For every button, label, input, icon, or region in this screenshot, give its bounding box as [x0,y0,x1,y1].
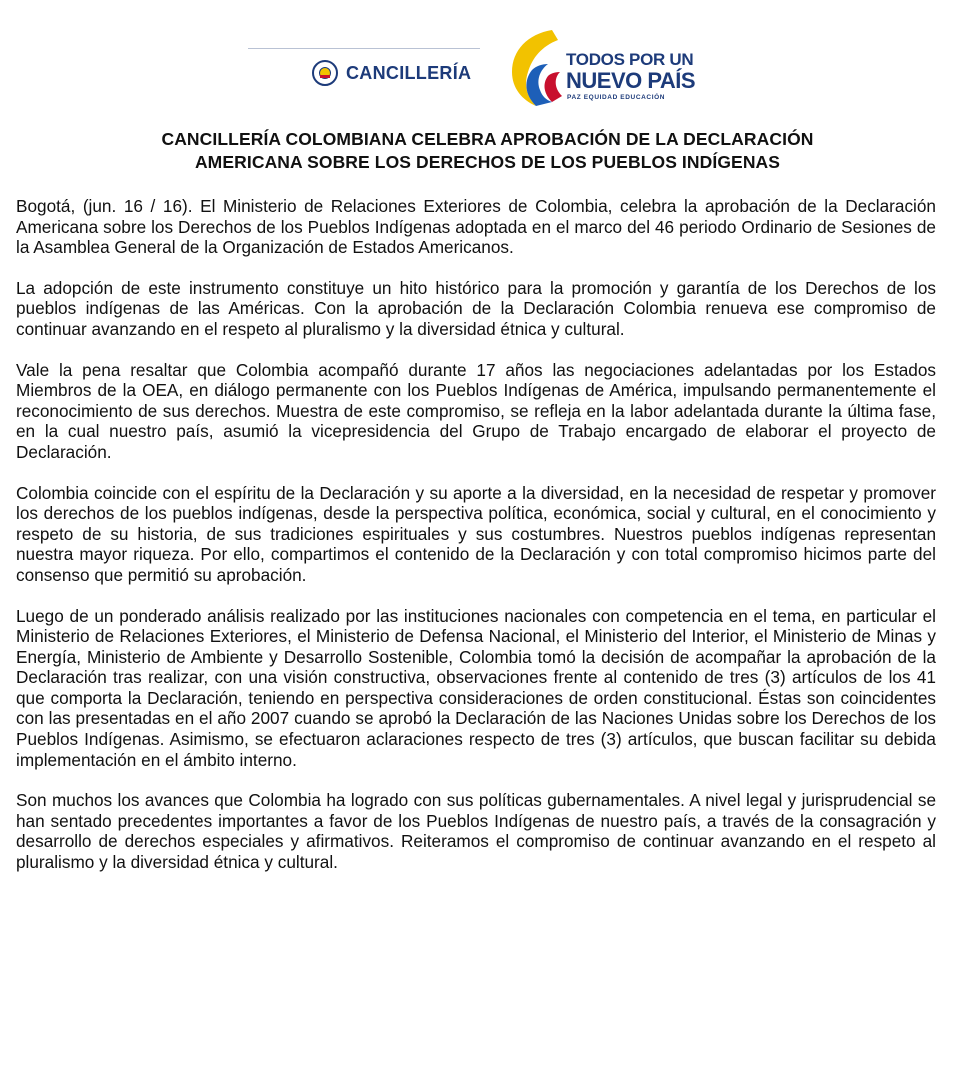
slogan-line-2: NUEVO PAÍS [566,68,696,93]
cancilleria-label: CANCILLERÍA [346,62,472,83]
paragraph-3: Vale la pena resaltar que Colombia acompañó durante 17 años las negociaciones adelantadas por los Estados Miembros de la OEA, en diálogo permanente con los Pueblos Indígenas de América, impulsando permanentemente el reconocimiento de sus derechos. Muestra de este compromiso, se refleja en la labor adelantada durante la última fase, en la cual nuestro país, asumió la vicepresidencia del Grupo de Trabajo encargado de elaborar el proyecto de Declaración. [16,359,936,462]
colombia-coat-of-arms-icon [312,60,338,86]
paragraph-1: Bogotá, (jun. 16 / 16). El Ministerio de Relaciones Exteriores de Colombia, celebra la aprobación de la Declaración Americana sobre los Derechos de los Pueblos Indígenas adoptada en el marco del 46 periodo Ordinario de Sesiones de la Asamblea General de la Organización de Estados Americanos. [16,196,936,258]
title-line-1: CANCILLERÍA COLOMBIANA CELEBRA APROBACIÓN DE LA DECLARACIÓN [161,129,814,149]
slogan-line-1: TODOS POR UN [566,50,694,69]
slogan-line-3: PAZ EQUIDAD EDUCACIÓN [567,94,666,101]
cancilleria-logo [312,60,471,86]
letterhead [248,28,718,110]
press-release-title [40,128,935,174]
title-line-2: AMERICANA SOBRE LOS DERECHOS DE LOS PUEBLOS INDÍGENAS [194,152,781,172]
paragraph-5: Luego de un ponderado análisis realizado por las instituciones nacionales con competencia en el tema, en particular el Ministerio de Relaciones Exteriores, el Ministerio de Defensa Nacional, el Ministerio del Interior, el Ministerio de Minas y Energía, Ministerio de Ambiente y Desarrollo Sostenible, Colombia tomó la decisión de acompañar la aprobación de la Declaración tras realizar, con una visión constructiva, observaciones frente al contenido de tres (3) artículos de los 41 que comporta la Declaración, teniendo en perspectiva consideraciones de orden constitucional. Éstas son coincidentes con las presentadas en el año 2007 cuando se aprobó la Declaración de las Naciones Unidas sobre los Derechos de los Pueblos Indígenas. Asimismo, se efectuaron aclaraciones respecto de tres (3) artículos, que buscan facilitar su debida implementación en el ámbito interno. [16,605,936,770]
header-divider [248,48,480,49]
article-body [16,196,936,893]
paragraph-4: Colombia coincide con el espíritu de la Declaración y su aporte a la diversidad, en la necesidad de respetar y promover los derechos de los pueblos indígenas, desde la perspectiva política, económica, social y cultural, en el conocimiento y respeto de su historia, de sus tradiciones espirituales y sus costumbres. Nuestros pueblos indígenas representan nuestra mayor riqueza. Por ello, compartimos el contenido de la Declaración y con total compromiso hicimos parte del consenso que permitió su aprobación. [16,482,936,585]
flag-swoosh-icon [506,28,568,110]
todos-por-un-nuevo-pais-logo [506,28,716,110]
paragraph-6: Son muchos los avances que Colombia ha logrado con sus políticas gubernamentales. A nivel legal y jurisprudencial se han sentado precedentes importantes a favor de los Pueblos Indígenas de nuestro país, a través de la consagración y desarrollo de derechos especiales y afirmativos. Reiteramos el compromiso de continuar avanzando en el respeto al pluralismo y la diversidad étnica y cultural. [16,790,936,873]
paragraph-2: La adopción de este instrumento constituye un hito histórico para la promoción y garantía de los Derechos de los pueblos indígenas de las Américas. Con la aprobación de la Declaración Colombia renueva ese compromiso de continuar avanzando en el respeto al pluralismo y la diversidad étnica y cultural. [16,277,936,339]
